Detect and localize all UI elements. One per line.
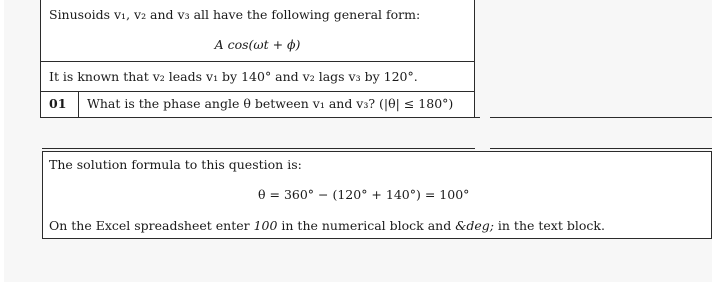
instruction-suffix: in the text block. [493,218,605,233]
solution-heading: The solution formula to this question is: [49,157,302,172]
instruction-middle: in the numerical block and [277,218,456,233]
solution-formula: θ = 360° − (120° + 140°) = 100° [258,187,470,202]
instruction-unit: &deg; [455,218,494,233]
numeric-answer-field[interactable] [457,117,480,118]
separator-right [490,148,712,149]
instruction-value: 100 [253,218,278,233]
question-divider [41,91,474,92]
problem-box [40,0,475,118]
question-number-separator [78,91,79,117]
problem-divider [41,61,474,62]
text-answer-field[interactable] [490,117,712,118]
problem-intro: Sinusoids v₁, v₂ and v₃ all have the following general form: [49,7,421,22]
problem-condition: It is known that v₂ leads v₁ by 140° and v₂ lags v₃ by 120°. [49,69,418,84]
question-text: What is the phase angle θ between v₁ and v₃? (|θ| ≤ 180°) [87,96,454,111]
question-number: 01 [49,96,67,111]
solution-box [42,151,712,239]
separator-left [42,148,475,149]
general-form-formula: A cos(ωt + ϕ) [214,37,301,52]
solution-instruction [49,218,605,234]
instruction-prefix: On the Excel spreadsheet enter [49,218,254,233]
